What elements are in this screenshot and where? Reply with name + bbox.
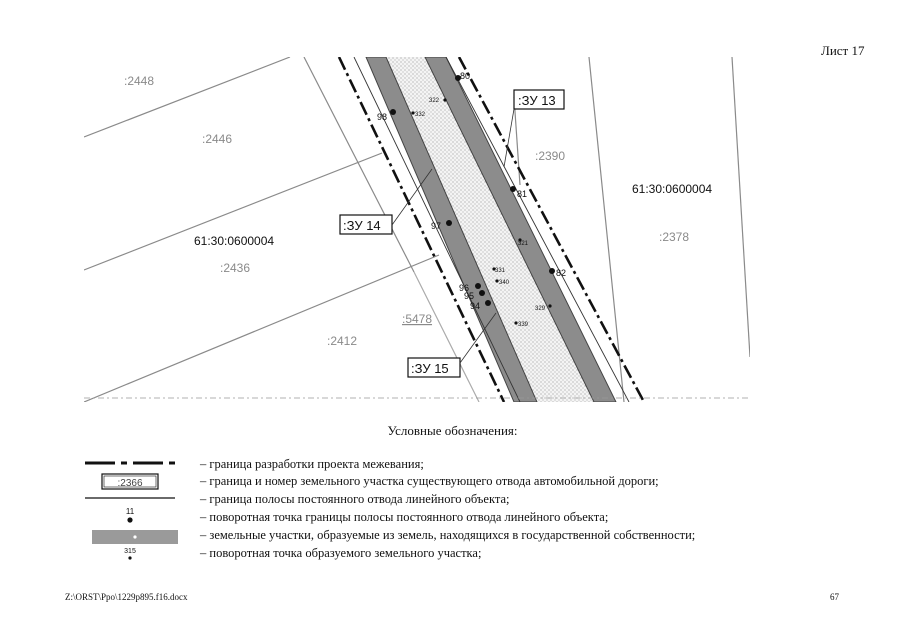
svg-text::ЗУ 13: :ЗУ 13	[518, 93, 556, 108]
zu-point-number: 331	[495, 268, 506, 274]
legend-item: – граница и номер земельного участка существующего отвода автомобильной дороги;	[200, 474, 659, 488]
point-number: 94	[470, 301, 481, 311]
legend-existing-parcel-symbol	[102, 474, 158, 489]
parcel-label: :2448	[124, 74, 155, 88]
sheet-number: Лист 17	[821, 43, 865, 58]
legend-title: Условные обозначения:	[387, 423, 518, 438]
zu-point-number: 332	[415, 112, 426, 118]
point-number: 80	[460, 71, 471, 81]
parcel-label: :5478	[402, 312, 433, 326]
map-drawing	[84, 57, 750, 402]
legend-item: – граница разработки проекта межевания;	[200, 457, 424, 471]
parcel-label: :2378	[659, 230, 690, 244]
zu-point-number: 339	[518, 322, 529, 328]
svg-text::2366: :2366	[117, 478, 143, 489]
footer-file-path: Z:\ORST\Ppo\1229p895.f16.docx	[65, 592, 188, 602]
legend-turning-point-symbol	[126, 507, 135, 523]
parcel-label: :2446	[202, 132, 233, 146]
parcel-label: :2412	[327, 334, 358, 348]
cadastral-quarter-label: 61:30:0600004	[194, 234, 275, 248]
legend-item: – поворотная точка границы полосы постоянного отвода линейного объекта;	[200, 510, 609, 524]
legend-item: – граница полосы постоянного отвода линейного объекта;	[200, 492, 510, 506]
zu-point-number: 329	[535, 306, 546, 312]
point-number: 81	[517, 189, 528, 199]
legend-symbols	[80, 456, 190, 568]
point-number: 82	[556, 268, 567, 278]
svg-text::ЗУ 15: :ЗУ 15	[411, 361, 449, 376]
svg-text:315: 315	[124, 548, 136, 555]
legend-state-parcel-symbol	[92, 530, 178, 544]
point-number: 95	[464, 291, 475, 301]
svg-text:11: 11	[125, 507, 135, 516]
parcel-label: :2436	[220, 261, 251, 275]
map-fragment	[84, 57, 750, 402]
point-number: 98	[377, 112, 388, 122]
footer-page-number: 67	[830, 592, 839, 602]
parcel-label: :2390	[535, 149, 566, 163]
cadastral-quarter-label: 61:30:0600004	[632, 182, 713, 196]
point-number: 97	[431, 221, 442, 231]
zu-point-number: 322	[429, 98, 440, 104]
legend-zu-point-symbol	[124, 548, 136, 560]
point-number: 96	[459, 283, 470, 293]
legend-item: – земельные участки, образуемые из земель, находящихся в государственной собственности;	[200, 528, 696, 542]
zu-point-number: 321	[518, 241, 529, 247]
legend-item: – поворотная точка образуемого земельного участка;	[200, 546, 482, 560]
svg-text::ЗУ 14: :ЗУ 14	[343, 218, 381, 233]
zu-point-number: 340	[499, 280, 510, 286]
